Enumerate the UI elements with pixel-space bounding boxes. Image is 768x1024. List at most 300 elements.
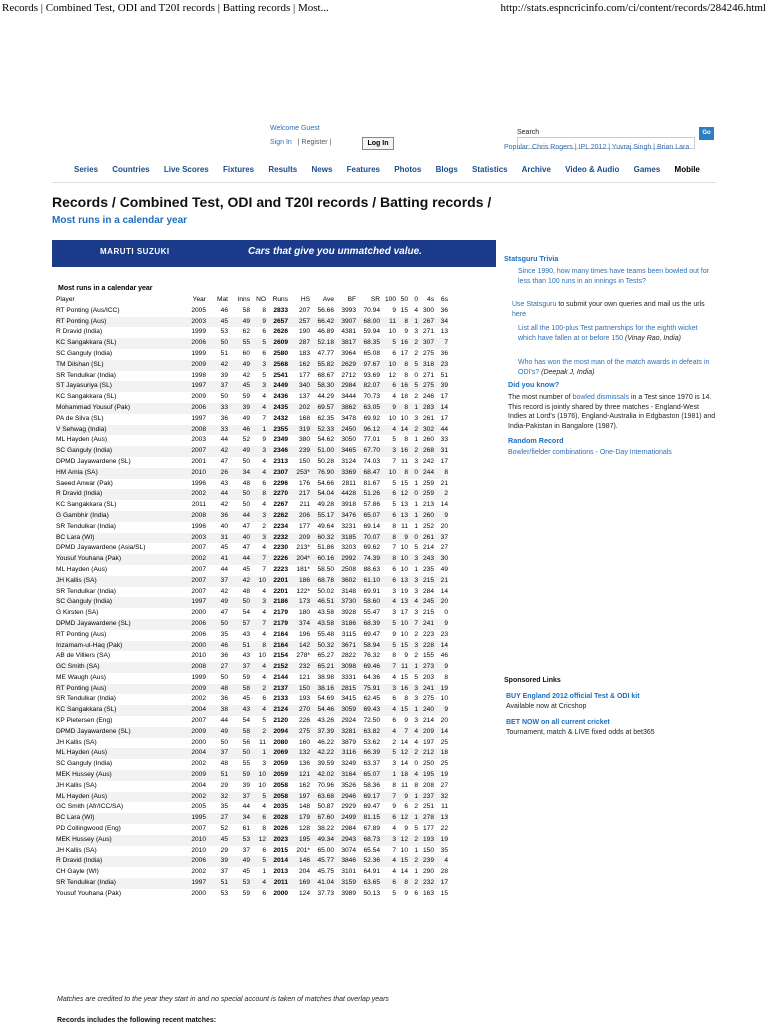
player-link[interactable]: ML Hayden (Aus) — [56, 565, 108, 573]
table-cell: 6 — [262, 695, 266, 703]
table-cell: 4381 — [341, 328, 356, 336]
player-link[interactable]: KP Pietersen (Eng) — [56, 717, 113, 725]
player-link[interactable]: TM Dilshan (SL) — [56, 360, 184, 371]
table-cell: 3124 — [341, 457, 356, 465]
table-cell: 244 — [418, 468, 434, 479]
table-cell: 67.60 — [310, 813, 334, 824]
table-cell: 4 — [380, 856, 396, 867]
player-link[interactable]: JH Kallis (SA) — [56, 846, 97, 854]
table-cell: 4 — [262, 803, 266, 811]
table-cell: 69.92 — [363, 414, 380, 422]
table-cell: 58.30 — [310, 381, 334, 392]
column-header-year: Year — [192, 296, 206, 303]
table-cell: 228 — [418, 641, 434, 652]
player-link[interactable]: JH Kallis (SA) — [56, 576, 184, 587]
column-header-runs: Runs — [272, 296, 288, 303]
player-link[interactable]: RT Ponting (Aus) — [56, 630, 107, 638]
nav-blogs[interactable]: Blogs — [435, 165, 458, 174]
table-cell: 97.67 — [356, 360, 380, 371]
player-link[interactable]: SR Tendulkar (India) — [56, 695, 116, 703]
table-cell: 2 — [414, 393, 418, 401]
table-cell: 70.94 — [363, 306, 380, 314]
table-cell: 6 — [262, 889, 266, 897]
table-cell: 5 — [250, 856, 266, 867]
column-header-player: Player — [56, 296, 75, 303]
table-cell: 42 — [228, 576, 250, 587]
trivia-2-text[interactable]: List all the 100-plus Test partnerships for the eighth wicket which have fallen at or before 150 — [518, 325, 698, 342]
table-row — [56, 846, 448, 857]
table-cell: 76.32 — [363, 652, 380, 660]
table-cell: 15 — [396, 705, 408, 716]
table-cell: 8 — [392, 522, 396, 530]
table-cell: 307 — [418, 338, 434, 349]
player-link[interactable]: JH Kallis (SA) — [56, 738, 97, 746]
table-cell: 9 — [262, 436, 266, 444]
player-link[interactable]: SC Ganguly (India) — [56, 446, 184, 457]
table-cell: 15 — [440, 889, 448, 897]
table-cell: 2094 — [266, 727, 288, 738]
table-cell: 206 — [288, 511, 310, 522]
player-link[interactable]: HM Amla (SA) — [56, 468, 184, 479]
table-cell: 197 — [288, 792, 310, 803]
table-cell: 1 — [250, 748, 266, 759]
table-cell: 50.32 — [310, 641, 334, 652]
player-link[interactable]: BC Lara (WI) — [56, 533, 184, 544]
table-cell: 3281 — [334, 727, 356, 738]
table-cell: 2080 — [273, 738, 288, 746]
table-cell: 7 — [434, 338, 448, 349]
player-link[interactable]: SC Ganguly (India) — [56, 597, 184, 608]
table-cell: 4 — [262, 393, 266, 401]
table-cell: 16 — [396, 338, 408, 349]
table-cell: 2943 — [334, 835, 356, 846]
table-cell: 2006 — [184, 338, 206, 349]
table-cell: 42.22 — [310, 748, 334, 759]
search-label: Search — [517, 129, 540, 136]
player-link[interactable]: CH Gayle (WI) — [56, 868, 99, 876]
table-cell: 2 — [250, 684, 266, 695]
table-cell: 70.73 — [363, 393, 380, 401]
table-cell: 46.22 — [317, 738, 334, 746]
table-cell: 42 — [220, 587, 228, 595]
table-cell: 212 — [418, 748, 434, 759]
table-cell: 2186 — [266, 597, 288, 608]
table-cell: 64.36 — [363, 673, 380, 681]
table-cell: 2 — [408, 835, 418, 846]
table-cell: 3249 — [341, 760, 356, 768]
player-link[interactable]: RT Ponting (Aus) — [56, 317, 184, 328]
player-link[interactable]: MEK Hussey (Aus) — [56, 770, 184, 781]
player-link[interactable]: DPMD Jayawardene (Asia/SL) — [56, 544, 146, 552]
player-link[interactable]: KC Sangakkara (SL) — [56, 338, 184, 349]
table-cell: 3059 — [334, 705, 356, 716]
table-cell: 163 — [422, 889, 434, 897]
table-cell: 2007 — [191, 544, 206, 552]
table-cell: 61 — [242, 825, 250, 833]
table-cell: 44.29 — [317, 393, 334, 401]
table-cell: 3231 — [341, 522, 356, 530]
table-cell: 2626 — [273, 328, 288, 336]
table-cell: 8 — [396, 317, 408, 328]
table-cell: 50 — [242, 501, 250, 509]
table-cell: 44 — [228, 554, 250, 565]
table-cell: 6 — [250, 813, 266, 824]
table-cell: 4 — [262, 544, 266, 552]
table-cell: 62.45 — [363, 695, 380, 703]
sponsored-ad-1-link[interactable]: BUY England 2012 official Test & ODI kit — [506, 693, 640, 700]
table-cell: 3 — [392, 609, 396, 617]
player-link[interactable]: ST Jayasuriya (SL) — [56, 381, 184, 392]
table-cell: 0 — [408, 489, 418, 500]
table-cell: 67.70 — [356, 446, 380, 457]
player-link[interactable]: G Gambhir (India) — [56, 511, 184, 522]
table-cell: 10 — [250, 576, 266, 587]
player-link[interactable]: KC Sangakkara (SL) — [56, 705, 184, 716]
player-link[interactable]: JH Kallis (SA) — [56, 781, 97, 789]
player-link[interactable]: V Sehwag (India) — [56, 425, 184, 436]
table-cell: 54 — [242, 609, 250, 617]
table-row — [56, 662, 448, 673]
table-cell: 46 — [228, 425, 250, 436]
table-cell: 6 — [380, 381, 396, 392]
table-cell: 27 — [206, 662, 228, 673]
player-link[interactable]: SC Ganguly (India) — [56, 349, 113, 357]
table-cell: 42 — [206, 360, 228, 371]
nav-series[interactable]: Series — [74, 165, 99, 174]
player-link[interactable]: G Kirsten (SA) — [56, 609, 99, 617]
table-cell: 275 — [422, 349, 434, 357]
player-link[interactable]: ME Waugh (Aus) — [56, 673, 106, 681]
table-cell: 11 — [401, 781, 408, 789]
table-cell: 5 — [414, 673, 418, 681]
player-link[interactable]: SR Tendulkar (India) — [56, 371, 116, 379]
table-cell: 18 — [400, 393, 408, 401]
table-cell: 3164 — [334, 770, 356, 781]
player-link[interactable]: PA de Silva (SL) — [56, 414, 104, 422]
popular-items[interactable]: Chris Rogers | IPL 2012 | Yuvraj Singh | Brian Lara — [532, 144, 690, 151]
table-cell: 6 — [414, 889, 418, 897]
ad-banner[interactable] — [52, 240, 496, 267]
table-cell: 241 — [418, 619, 434, 630]
player-link[interactable]: KC Sangakkara (SL) — [56, 501, 117, 509]
table-cell: 45 — [206, 835, 228, 846]
records-title: Most runs in a calendar year — [58, 285, 153, 292]
table-cell: 26 — [206, 468, 228, 479]
player-link[interactable]: RT Ponting (Aus/ICC) — [56, 306, 120, 314]
player-link[interactable]: GC Smith (SA) — [56, 662, 184, 673]
table-row — [56, 856, 448, 867]
table-cell: 8 — [380, 554, 396, 565]
table-cell: 10 — [400, 414, 408, 422]
table-cell: 5 — [262, 371, 266, 379]
table-cell: 179 — [288, 813, 310, 824]
player-link[interactable]: Yousuf Youhana (Pak) — [56, 889, 122, 897]
player-link[interactable]: DPMD Jayawardene (SL) — [56, 619, 184, 630]
table-cell: 60.16 — [310, 554, 334, 565]
table-cell: 4 — [380, 727, 396, 738]
table-cell: 2 — [408, 338, 418, 349]
table-cell: 7 — [396, 727, 408, 738]
player-link[interactable]: R Dravid (India) — [56, 856, 184, 867]
table-cell: 2164 — [266, 641, 288, 652]
table-cell: 287 — [288, 338, 310, 349]
table-cell: 2059 — [266, 770, 288, 781]
trivia-question-2[interactable] — [518, 324, 710, 343]
player-link[interactable]: ML Hayden (Aus) — [56, 748, 184, 759]
table-cell: 43 — [242, 652, 250, 660]
player-link[interactable]: R Dravid (India) — [56, 489, 184, 500]
table-cell: 77.01 — [363, 436, 380, 444]
table-cell: 58.50 — [317, 565, 334, 573]
bowled-dismissals-link[interactable]: bowled dismissals — [572, 394, 630, 401]
player-link[interactable]: Yousuf Youhana (Pak) — [56, 554, 184, 565]
table-cell: 0 — [414, 760, 418, 768]
table-cell: 3 — [250, 511, 266, 522]
nav-games[interactable]: Games — [633, 165, 661, 174]
table-cell: 81.15 — [356, 813, 380, 824]
table-cell: 2009 — [184, 684, 206, 695]
table-cell: 47 — [220, 609, 228, 617]
player-link[interactable]: KC Sangakkara (SL) — [56, 393, 117, 401]
table-cell: 7 — [250, 619, 266, 630]
table-cell: 8 — [380, 533, 396, 544]
table-cell: 2946 — [334, 792, 356, 803]
table-cell: 39 — [220, 371, 228, 379]
table-cell: 53.62 — [363, 738, 380, 746]
nav-mobile[interactable]: Mobile — [674, 165, 700, 174]
table-cell: 13 — [400, 501, 408, 509]
table-cell: 217 — [288, 489, 310, 500]
table-cell: 62.35 — [317, 414, 334, 422]
table-cell: 17 — [440, 414, 448, 422]
table-cell: 72.50 — [363, 717, 380, 725]
table-cell: 15 — [396, 641, 408, 652]
table-cell: 69.14 — [363, 522, 380, 530]
table-cell: 16 — [396, 381, 408, 392]
player-link[interactable]: R Dravid (India) — [56, 328, 103, 336]
table-cell: 43.26 — [317, 717, 334, 725]
nav-photos[interactable]: Photos — [394, 165, 422, 174]
table-cell: 2004 — [184, 705, 206, 716]
heading-main: Records / Combined Test, ODI and T20I records / Batting records / — [52, 194, 492, 210]
table-cell: 51 — [440, 371, 448, 379]
table-cell: 0 — [444, 609, 448, 617]
table-cell: 11 — [380, 317, 396, 328]
trivia-2-credit: (Vinay Rao, India) — [625, 334, 681, 342]
table-cell: 55.17 — [310, 511, 334, 522]
table-cell: 204* — [288, 554, 310, 565]
table-cell: 4 — [414, 306, 418, 314]
table-cell: 180 — [298, 609, 310, 617]
player-link[interactable]: RT Ponting (Aus) — [56, 684, 184, 695]
table-row — [56, 705, 448, 716]
table-cell: 278* — [296, 652, 310, 660]
table-cell: 48 — [242, 479, 250, 487]
table-cell: 2000 — [191, 738, 206, 746]
sign-in-link[interactable]: Sign In — [270, 139, 292, 146]
table-cell: 8 — [414, 781, 418, 789]
dyk-text-b: in a Test since 1970 is 14. This record is jointly shared by three matches - England-West Indies at Lord's (1976), England-Australia in Edgbaston (1981) and India-Pakistan in Bangalore (1987). — [508, 394, 716, 430]
table-cell: 36 — [440, 349, 448, 357]
table-cell: 283 — [418, 403, 434, 414]
nav-archive[interactable]: Archive — [521, 165, 551, 174]
main-nav — [74, 165, 712, 174]
player-link[interactable]: GC Smith (Afr/ICC/SA) — [56, 803, 124, 811]
table-cell: 10 — [400, 630, 408, 638]
table-cell: 2179 — [266, 619, 288, 630]
table-row — [56, 425, 448, 436]
table-cell: 5 — [250, 792, 266, 803]
table-cell: 65.07 — [356, 770, 380, 781]
table-cell: 56 — [242, 738, 250, 746]
table-cell: 3 — [250, 360, 266, 371]
table-cell: 2267 — [273, 501, 288, 509]
table-cell: 37 — [228, 662, 250, 673]
table-cell: 69.57 — [310, 403, 334, 414]
did-you-know-text — [508, 393, 716, 431]
account-links — [270, 139, 335, 146]
table-row — [56, 748, 448, 759]
table-cell: 2000 — [191, 889, 206, 897]
table-row — [56, 565, 448, 576]
nav-live-scores[interactable]: Live Scores — [163, 165, 209, 174]
nav-features[interactable]: Features — [346, 165, 380, 174]
player-link[interactable]: Saeed Anwar (Pak) — [56, 479, 113, 487]
table-cell: 25 — [440, 738, 448, 746]
table-row — [56, 867, 448, 878]
table-cell: 3993 — [341, 306, 356, 314]
table-cell: 2 — [408, 878, 418, 889]
trivia-question-1[interactable]: Since 1990, how many times have teams been bowled out for less than 100 runs in an innings in Tests? — [518, 268, 710, 285]
player-link[interactable]: ML Hayden (Aus) — [56, 792, 184, 803]
table-cell: 2 — [414, 652, 418, 660]
table-cell: 3 — [380, 446, 396, 457]
table-cell: 37.39 — [310, 727, 334, 738]
player-link[interactable]: Inzamam-ul-Haq (Pak) — [56, 641, 184, 652]
player-link[interactable]: ML Hayden (Aus) — [56, 436, 108, 444]
table-cell: 2006 — [184, 619, 206, 630]
table-cell: 121 — [298, 673, 310, 681]
player-link[interactable]: MEK Hussey (Aus) — [56, 835, 184, 846]
table-cell: 3 — [414, 414, 418, 422]
player-link[interactable]: AB de Villiers (SA) — [56, 652, 111, 660]
table-cell: 2002 — [184, 489, 206, 500]
nav-results[interactable]: Results — [268, 165, 298, 174]
table-cell: 25 — [440, 760, 448, 768]
table-cell: 2 — [408, 856, 418, 867]
table-row — [56, 338, 448, 349]
table-row — [56, 781, 448, 792]
table-row — [56, 327, 448, 338]
table-cell: 177 — [298, 371, 310, 379]
search-go-button[interactable]: Go — [699, 127, 714, 140]
table-cell: 47.77 — [317, 349, 334, 357]
trivia-3-text[interactable]: Who has won the most man of the match awards in defeats in ODI's? — [518, 359, 710, 376]
nav-statistics[interactable]: Statistics — [472, 165, 508, 174]
table-row — [56, 317, 448, 328]
table-cell: 69.43 — [356, 705, 380, 716]
table-cell: 5 — [380, 619, 396, 630]
table-cell: 4 — [380, 597, 396, 608]
table-cell: 9 — [434, 619, 448, 630]
player-link[interactable]: PD Collingwood (Eng) — [56, 825, 121, 833]
register-link[interactable]: | Register | — [297, 139, 332, 146]
table-cell: 270 — [288, 705, 310, 716]
table-cell: 63.05 — [356, 403, 380, 414]
table-cell: 9 — [392, 630, 396, 638]
table-cell: 53 — [228, 878, 250, 889]
table-cell: 4428 — [334, 489, 356, 500]
table-cell: 211 — [299, 501, 310, 509]
table-cell: 51 — [206, 878, 228, 889]
table-cell: 2232 — [266, 533, 288, 544]
player-link[interactable]: DPMD Jayawardene (SL) — [56, 727, 184, 738]
records-footnote: Matches are credited to the year they start in and no special account is taken of matches that overlap years — [57, 996, 389, 1003]
table-cell: 2011 — [191, 501, 206, 509]
player-link[interactable]: BC Lara (WI) — [56, 813, 184, 824]
table-cell: 33 — [206, 425, 228, 436]
table-cell: 36 — [220, 695, 228, 703]
nav-fixtures[interactable]: Fixtures — [223, 165, 255, 174]
table-cell: 18 — [396, 770, 408, 781]
table-cell: 45 — [242, 695, 250, 703]
table-cell: 2009 — [184, 770, 206, 781]
table-cell: 2984 — [341, 825, 356, 833]
player-link[interactable]: DPMD Jayawardene (SL) — [56, 457, 131, 465]
table-cell: 2230 — [273, 544, 288, 552]
random-record-link[interactable]: Bowler/fielder combinations - One-Day Internationals — [508, 449, 672, 456]
table-cell: 61.10 — [356, 576, 380, 587]
use-statsguru-link[interactable]: Use Statsguru — [512, 301, 557, 308]
table-cell: 59 — [242, 393, 250, 401]
table-cell: 52 — [242, 436, 250, 444]
player-link[interactable]: SR Tendulkar (India) — [56, 878, 184, 889]
table-cell: 4 — [380, 425, 396, 436]
table-cell: 2355 — [266, 425, 288, 436]
table-cell: 11 — [401, 457, 408, 465]
nav-news[interactable]: News — [311, 165, 333, 174]
login-button[interactable]: Log In — [362, 137, 394, 150]
table-cell: 2296 — [273, 479, 288, 487]
here-link[interactable]: here — [512, 310, 527, 318]
table-cell: 9 — [396, 533, 408, 544]
player-link[interactable]: SC Ganguly (India) — [56, 760, 113, 768]
nav-countries[interactable]: Countries — [112, 165, 150, 174]
table-cell: 4 — [380, 705, 396, 716]
sponsored-ad-2-link[interactable]: BET NOW on all current cricket — [506, 719, 610, 726]
table-cell: 57 — [228, 619, 250, 630]
player-link[interactable]: SR Tendulkar (India) — [56, 522, 116, 530]
nav-video-audio[interactable]: Video & Audio — [565, 165, 620, 174]
player-link[interactable]: Mohammad Yousuf (Pak) — [56, 403, 184, 414]
table-cell: 6 — [380, 576, 396, 587]
table-cell: 55 — [228, 338, 250, 349]
table-cell: 132 — [288, 748, 310, 759]
table-cell: 177 — [298, 522, 310, 530]
table-cell: 215 — [422, 609, 434, 617]
player-link[interactable]: SR Tendulkar (India) — [56, 587, 116, 595]
table-cell: 3862 — [334, 403, 356, 414]
table-cell: 62 — [242, 328, 250, 336]
table-cell: 10 — [380, 360, 396, 371]
table-cell: 3989 — [341, 889, 356, 897]
popular-label: Popular: — [504, 144, 531, 151]
table-cell: 63.37 — [363, 760, 380, 768]
table-row — [56, 360, 448, 371]
trivia-question-3[interactable] — [518, 358, 710, 377]
table-cell: 75.91 — [356, 684, 380, 695]
table-cell: 10 — [440, 695, 448, 703]
